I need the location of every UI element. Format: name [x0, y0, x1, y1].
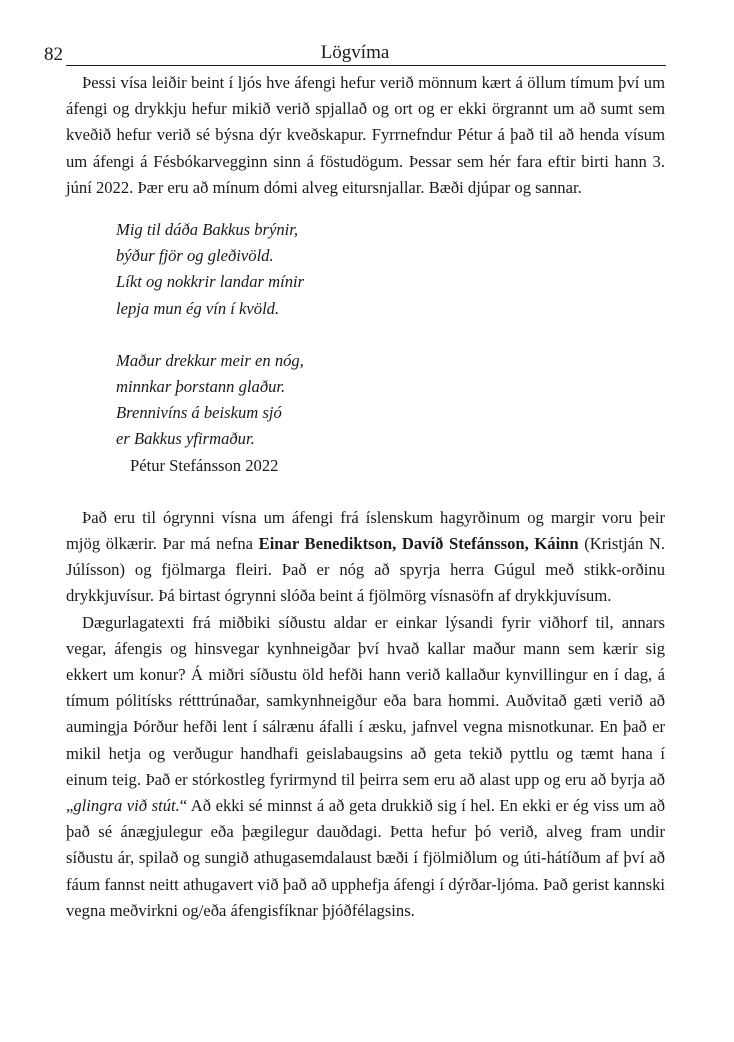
italic-quote: glingra við stút. [73, 796, 180, 816]
poem-stanza-1 [116, 217, 665, 322]
poem-line: er Bakkus yfirmaður. [116, 429, 255, 449]
poem-line: Mig til dáða Bakkus brýnir, [116, 220, 299, 240]
running-title: Lögvíma [320, 42, 390, 63]
paragraph-1: Þessi vísa leiðir beint í ljós hve áfengi hefur verið mönnum kært á öllum tímum því um áfengi og drykkju hefur mikið verið spjallað og ort og er ekki örgrannt um að sumt sem kveðið hefur verið sé býsna dýr kveðskapur. Fyrrnefndur Pétur á það til að henda vísum um áfengi á Fésbókarvegginn sinn á föstudögum. Þessar sem hér fara eftir birti hann 3. júní 2022. Þær eru að mínum dómi alveg eitursnjallar. Bæði djúpar og sannar. [66, 73, 665, 197]
poem-line: Líkt og nokkrir landar mínir [116, 272, 305, 292]
poem-line: lepja mun ég vín í kvöld. [116, 298, 280, 318]
header-rule [66, 65, 666, 66]
poem [116, 217, 665, 479]
poem-line: Brennivíns á beiskum sjó [116, 403, 282, 423]
paragraph-3-text: Dægurlagatexti frá miðbiki síðustu aldar er einkar lýsandi fyrir viðhorf til, annars vegar, áfengis og hinsvegar kynhneigðar því hvað kallar maður mann sem kærir sig ekkert um konur? Á miðri síðustu öld hefði hann verið kallaður kynvillingur en í dag, á tímum pólitísks rétttrúnaðar, samkynhneigður eða bara hommi. Auðvitað gæti verið að aumingja Þórður hefði lent í sálrænu áfalli í æsku, jafnvel vegna misnotkunar. En það er mikil hetja og verðugur handhafi geislabaugsins að geta tekið pyttlu og tæmt hana í einum teig. Það er stórkostleg fyrirmynd til þeirra sem eru að alast upp og eru að byrja að „ [66, 612, 665, 816]
paragraph-3-text: “ Að ekki sé minnst á að geta drukkið sig í hel. En ekki er ég viss um að það sé ánægjulegur eða þægilegur dauðdagi. Þetta hefur þó verið, alveg fram undir síðustu ár, spilað og sungið athugasemdalaust bæði í fjölmiðlum og úti-hátíðum af því að fáum fannst neitt athugavert við það að upphefja áfengi í dýrðar-ljóma. Það gerist kannski vegna meðvirkni og/eða áfengisfíknar þjóðfélagsins. [66, 796, 665, 920]
poem-attribution: Pétur Stefánsson 2022 [130, 455, 279, 475]
page-number: 82 [44, 44, 63, 65]
paragraph-3 [66, 610, 665, 924]
section-gap [66, 479, 665, 505]
paragraph-2-text: Það eru til ógrynni vísna um áfengi frá íslenskum hagyrðinum og margir voru þeir mjög ölkærir. Þar má nefna [66, 507, 665, 554]
bold-poet-names: Einar Benediktson, Davíð Stefánsson, Káinn [258, 534, 579, 554]
page-header [44, 42, 666, 70]
paragraph-2-text: (Kristján N. Júlísson) og fjölmarga fleiri. Það er nóg að spyrja herra Gúgul með stikk-orðinu drykkjuvísur. Þá birtast ógrynni slóða beint á fjölmörg vísnasöfn af drykkjuvísum. [66, 534, 665, 606]
poem-line: minnkar þorstann glaður. [116, 377, 286, 397]
poem-line: býður fjör og gleðivöld. [116, 246, 274, 266]
poem-stanza-2 [116, 348, 665, 479]
poem-line: Maður drekkur meir en nóg, [116, 350, 304, 370]
paragraph-2 [66, 505, 665, 610]
body-text [66, 70, 665, 924]
